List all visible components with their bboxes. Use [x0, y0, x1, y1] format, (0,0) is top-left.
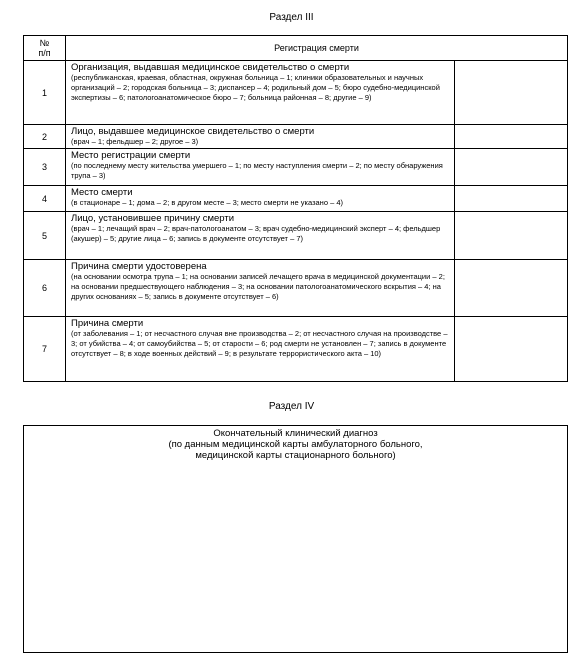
row-value-cell[interactable]: [455, 260, 568, 317]
row-options: (от заболевания – 1; от несчастного случая вне производства – 2; от несчастного случая на производстве – 3; от убийства – 4; от самоубийства – 5; от старости – 6; род смерти не установлен – 7; запись в документе отсутствует – 8; в ходе военных действий – 9; в результате террористического акта – 10): [71, 329, 448, 358]
row-description: [66, 61, 455, 125]
table-row: [24, 317, 568, 382]
row-title: Место смерти: [71, 187, 133, 198]
row-value-cell[interactable]: [455, 61, 568, 125]
row-description: [66, 149, 455, 186]
row-description: [66, 125, 455, 149]
row-title: Причина смерти удостоверена: [71, 261, 207, 272]
row-value-cell[interactable]: [455, 317, 568, 382]
table-header-row: [24, 36, 568, 61]
row-description: [66, 317, 455, 382]
table-row: [24, 212, 568, 260]
table-row: [24, 260, 568, 317]
row-options: (в стационаре – 1; дома – 2; в другом месте – 3; место смерти не указано – 4): [71, 198, 344, 207]
diagnosis-line-1: Окончательный клинический диагноз: [213, 428, 378, 439]
row-value-cell[interactable]: [455, 125, 568, 149]
table-row: [24, 61, 568, 125]
death-registration-table: [23, 35, 568, 382]
table-row: [24, 125, 568, 149]
row-title: Организация, выдавшая медицинское свидетельство о смерти: [71, 62, 350, 73]
row-value-cell[interactable]: [455, 212, 568, 260]
row-options: (на основании осмотра трупа – 1; на основании записей лечащего врача в медицинской документации – 2; на основании предшествующего наблюдения – 3; на основании патологоанатомического вскрытия – 4; на других основаниях – 5; запись в документе отсутствует – 6): [71, 272, 445, 301]
row-options: (врач – 1; лечащий врач – 2; врач-патологоанатом – 3; врач судебно-медицинский эксперт – 4; фельдшер (акушер) – 5; другие лица – 6; запись в документе отсутствует – 7): [71, 224, 441, 243]
section-4-title: Раздел IV: [268, 401, 315, 412]
row-options: (врач – 1; фельдшер – 2; другое – 3): [71, 137, 199, 146]
final-diagnosis-title: [24, 426, 567, 461]
row-number: 1: [24, 61, 66, 125]
row-options: (по последнему месту жительства умершего – 1; по месту наступления смерти – 2; по месту обнаружения трупа – 3): [71, 161, 443, 180]
table-row: [24, 149, 568, 186]
row-options: (республиканская, краевая, областная, окружная больница – 1; клиники образовательных и научных организаций – 2; городская больница – 3; диспансер – 4; родильный дом – 5; бюро судебно-медицинской экспертизы – 6; патологоанатомическое бюро – 7; больница районная – 8; другие – 9): [71, 73, 440, 102]
row-title: Лицо, установившее причину смерти: [71, 213, 235, 224]
header-title: Регистрация смерти: [66, 36, 568, 61]
row-description: [66, 260, 455, 317]
header-number: № п/п: [24, 36, 66, 61]
row-number: 4: [24, 186, 66, 212]
row-number: 2: [24, 125, 66, 149]
table-row: [24, 186, 568, 212]
row-number: 3: [24, 149, 66, 186]
row-title: Лицо, выдавшее медицинское свидетельство о смерти: [71, 126, 315, 137]
row-number: 5: [24, 212, 66, 260]
row-number: 6: [24, 260, 66, 317]
diagnosis-line-2: (по данным медицинской карты амбулаторного больного,: [168, 439, 423, 450]
row-title: Место регистрации смерти: [71, 150, 191, 161]
final-diagnosis-box[interactable]: [23, 425, 568, 653]
row-value-cell[interactable]: [455, 186, 568, 212]
row-title: Причина смерти: [71, 318, 144, 329]
row-description: [66, 186, 455, 212]
row-value-cell[interactable]: [455, 149, 568, 186]
diagnosis-line-3: медицинской карты стационарного больного): [195, 450, 396, 461]
row-description: [66, 212, 455, 260]
section-3-title: Раздел III: [269, 12, 314, 23]
row-number: 7: [24, 317, 66, 382]
